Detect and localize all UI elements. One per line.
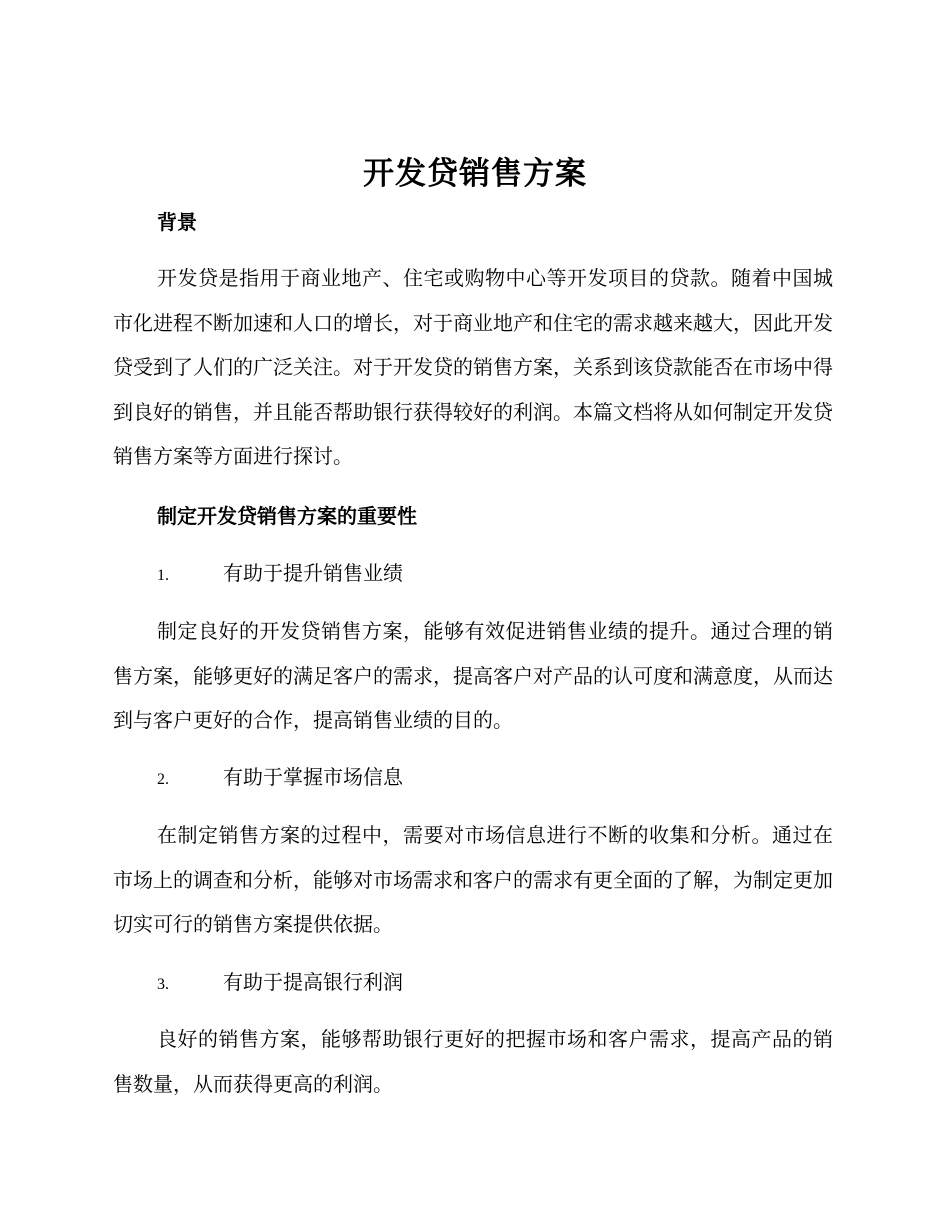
item-1-paragraph: 制定良好的开发贷销售方案，能够有效促进销售业绩的提升。通过合理的销售方案，能够更好的满足客户的需求，提高客户对产品的认可度和满意度，从而达到与客户更好的合作，提高销售业绩的目的。 — [113, 619, 833, 732]
list-item-title: 有助于掌握市场信息 — [223, 765, 403, 789]
section-heading-background: 背景 — [157, 210, 197, 234]
list-number: 1. — [157, 567, 169, 584]
list-number: 2. — [157, 771, 169, 788]
section-heading-importance: 制定开发贷销售方案的重要性 — [157, 504, 417, 528]
document-title: 开发贷销售方案 — [363, 156, 587, 192]
list-item-title: 有助于提高银行利润 — [223, 970, 403, 994]
list-number: 3. — [157, 976, 169, 993]
list-item-3 — [157, 967, 403, 1000]
item-2-paragraph: 在制定销售方案的过程中，需要对市场信息进行不断的收集和分析。通过在市场上的调查和分析，能够对市场需求和客户的需求有更全面的了解，为制定更加切实可行的销售方案提供依据。 — [113, 823, 833, 936]
list-item-2 — [157, 762, 403, 795]
background-paragraph: 开发贷是指用于商业地产、住宅或购物中心等开发项目的贷款。随着中国城市化进程不断加速和人口的增长，对于商业地产和住宅的需求越来越大，因此开发贷受到了人们的广泛关注。对于开发贷的销售方案，关系到该贷款能否在市场中得到良好的销售，并且能否帮助银行获得较好的利润。本篇文档将从如何制定开发贷销售方案等方面进行探讨。 — [113, 266, 833, 468]
item-3-paragraph: 良好的销售方案，能够帮助银行更好的把握市场和客户需求，提高产品的销售数量，从而获得更高的利润。 — [113, 1027, 833, 1096]
list-item-title: 有助于提升销售业绩 — [223, 561, 403, 585]
list-item-1 — [157, 558, 403, 591]
